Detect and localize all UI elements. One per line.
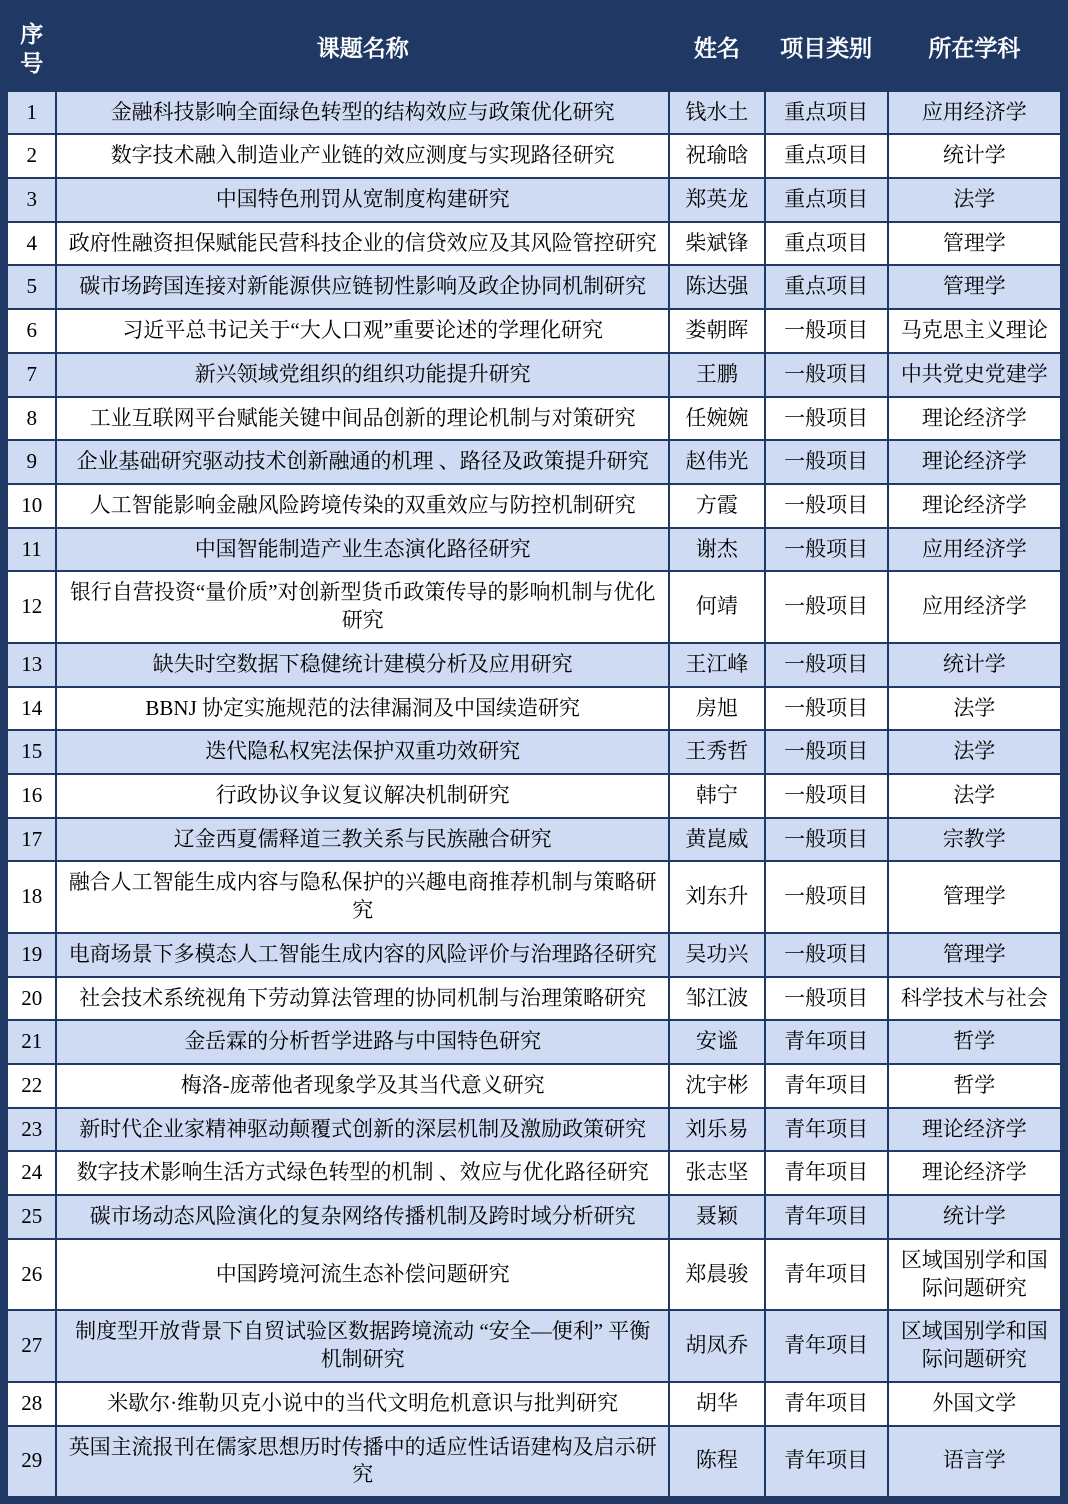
cell-discipline: 管理学 — [888, 861, 1064, 932]
cell-no: 19 — [4, 933, 56, 977]
cell-title: 新兴领域党组织的组织功能提升研究 — [56, 353, 669, 397]
cell-category: 一般项目 — [765, 571, 888, 642]
cell-discipline: 理论经济学 — [888, 397, 1064, 441]
cell-title: 辽金西夏儒释道三教关系与民族融合研究 — [56, 818, 669, 862]
cell-category: 青年项目 — [765, 1239, 888, 1310]
cell-discipline: 哲学 — [888, 1064, 1064, 1108]
cell-no: 15 — [4, 730, 56, 774]
cell-discipline: 应用经济学 — [888, 528, 1064, 572]
cell-name: 邹江波 — [669, 977, 765, 1021]
cell-category: 一般项目 — [765, 484, 888, 528]
cell-title: 数字技术融入制造业产业链的效应测度与实现路径研究 — [56, 134, 669, 178]
cell-name: 张志坚 — [669, 1151, 765, 1195]
cell-no: 1 — [4, 91, 56, 135]
table-row — [4, 1195, 1064, 1239]
table-row — [4, 1239, 1064, 1310]
table-row — [4, 353, 1064, 397]
cell-name: 王鹏 — [669, 353, 765, 397]
cell-title: 中国跨境河流生态补偿问题研究 — [56, 1239, 669, 1310]
cell-discipline: 区域国别学和国际问题研究 — [888, 1239, 1064, 1310]
cell-no: 23 — [4, 1108, 56, 1152]
cell-name: 聂颖 — [669, 1195, 765, 1239]
table-row — [4, 397, 1064, 441]
table-row — [4, 774, 1064, 818]
cell-name: 刘乐易 — [669, 1108, 765, 1152]
cell-category: 重点项目 — [765, 222, 888, 266]
cell-discipline: 理论经济学 — [888, 1151, 1064, 1195]
cell-name: 钱水土 — [669, 91, 765, 135]
cell-title: 中国特色刑罚从宽制度构建研究 — [56, 178, 669, 222]
cell-discipline: 中共党史党建学 — [888, 353, 1064, 397]
table-row — [4, 571, 1064, 642]
cell-no: 28 — [4, 1382, 56, 1426]
cell-no: 7 — [4, 353, 56, 397]
cell-discipline: 马克思主义理论 — [888, 309, 1064, 353]
table-row — [4, 730, 1064, 774]
cell-category: 一般项目 — [765, 730, 888, 774]
cell-title: BBNJ 协定实施规范的法律漏洞及中国续造研究 — [56, 687, 669, 731]
cell-no: 14 — [4, 687, 56, 731]
cell-name: 陈程 — [669, 1426, 765, 1500]
cell-discipline: 哲学 — [888, 1020, 1064, 1064]
cell-category: 重点项目 — [765, 178, 888, 222]
cell-name: 郑英龙 — [669, 178, 765, 222]
cell-title: 数字技术影响生活方式绿色转型的机制 、效应与优化路径研究 — [56, 1151, 669, 1195]
cell-title: 政府性融资担保赋能民营科技企业的信贷效应及其风险管控研究 — [56, 222, 669, 266]
cell-name: 何靖 — [669, 571, 765, 642]
cell-no: 18 — [4, 861, 56, 932]
cell-name: 胡凤乔 — [669, 1310, 765, 1381]
cell-title: 工业互联网平台赋能关键中间品创新的理论机制与对策研究 — [56, 397, 669, 441]
cell-title: 金岳霖的分析哲学进路与中国特色研究 — [56, 1020, 669, 1064]
cell-discipline: 宗教学 — [888, 818, 1064, 862]
cell-category: 一般项目 — [765, 861, 888, 932]
cell-no: 3 — [4, 178, 56, 222]
cell-discipline: 管理学 — [888, 222, 1064, 266]
cell-name: 柴斌锋 — [669, 222, 765, 266]
cell-discipline: 管理学 — [888, 933, 1064, 977]
cell-title: 中国智能制造产业生态演化路径研究 — [56, 528, 669, 572]
cell-category: 一般项目 — [765, 440, 888, 484]
cell-name: 赵伟光 — [669, 440, 765, 484]
cell-category: 青年项目 — [765, 1195, 888, 1239]
cell-no: 4 — [4, 222, 56, 266]
cell-name: 沈宇彬 — [669, 1064, 765, 1108]
cell-name: 王秀哲 — [669, 730, 765, 774]
cell-discipline: 区域国别学和国际问题研究 — [888, 1310, 1064, 1381]
header-cell-no: 序号 — [4, 4, 56, 91]
header-row — [4, 4, 1064, 91]
cell-name: 祝瑜晗 — [669, 134, 765, 178]
table-row — [4, 643, 1064, 687]
cell-discipline: 统计学 — [888, 643, 1064, 687]
cell-discipline: 理论经济学 — [888, 1108, 1064, 1152]
cell-no: 29 — [4, 1426, 56, 1500]
cell-category: 一般项目 — [765, 687, 888, 731]
cell-category: 一般项目 — [765, 818, 888, 862]
table-row — [4, 818, 1064, 862]
cell-category: 重点项目 — [765, 134, 888, 178]
cell-category: 青年项目 — [765, 1382, 888, 1426]
cell-discipline: 应用经济学 — [888, 91, 1064, 135]
cell-discipline: 统计学 — [888, 1195, 1064, 1239]
cell-name: 方霞 — [669, 484, 765, 528]
cell-name: 刘东升 — [669, 861, 765, 932]
cell-no: 25 — [4, 1195, 56, 1239]
table-row — [4, 1382, 1064, 1426]
cell-category: 重点项目 — [765, 91, 888, 135]
cell-no: 6 — [4, 309, 56, 353]
cell-title: 碳市场动态风险演化的复杂网络传播机制及跨时域分析研究 — [56, 1195, 669, 1239]
cell-category: 一般项目 — [765, 528, 888, 572]
cell-discipline: 科学技术与社会 — [888, 977, 1064, 1021]
cell-title: 梅洛-庞蒂他者现象学及其当代意义研究 — [56, 1064, 669, 1108]
cell-no: 17 — [4, 818, 56, 862]
cell-title: 社会技术系统视角下劳动算法管理的协同机制与治理策略研究 — [56, 977, 669, 1021]
cell-category: 重点项目 — [765, 265, 888, 309]
cell-name: 吴功兴 — [669, 933, 765, 977]
cell-category: 青年项目 — [765, 1426, 888, 1500]
cell-discipline: 理论经济学 — [888, 484, 1064, 528]
cell-no: 20 — [4, 977, 56, 1021]
table-row — [4, 222, 1064, 266]
cell-title: 制度型开放背景下自贸试验区数据跨境流动 “安全—便利” 平衡机制研究 — [56, 1310, 669, 1381]
cell-no: 9 — [4, 440, 56, 484]
table-row — [4, 309, 1064, 353]
cell-category: 一般项目 — [765, 397, 888, 441]
cell-no: 21 — [4, 1020, 56, 1064]
cell-no: 16 — [4, 774, 56, 818]
cell-no: 2 — [4, 134, 56, 178]
table-row — [4, 91, 1064, 135]
cell-name: 任婉婉 — [669, 397, 765, 441]
cell-discipline: 法学 — [888, 730, 1064, 774]
cell-discipline: 外国文学 — [888, 1382, 1064, 1426]
table-row — [4, 977, 1064, 1021]
table-row — [4, 484, 1064, 528]
table-body — [4, 91, 1064, 1500]
header-cell-discipline: 所在学科 — [888, 4, 1064, 91]
cell-title: 金融科技影响全面绿色转型的结构效应与政策优化研究 — [56, 91, 669, 135]
cell-discipline: 法学 — [888, 687, 1064, 731]
table-row — [4, 440, 1064, 484]
cell-discipline: 语言学 — [888, 1426, 1064, 1500]
cell-category: 一般项目 — [765, 774, 888, 818]
header-cell-name: 姓名 — [669, 4, 765, 91]
cell-discipline: 理论经济学 — [888, 440, 1064, 484]
cell-title: 银行自营投资“量价质”对创新型货币政策传导的影响机制与优化研究 — [56, 571, 669, 642]
cell-name: 韩宁 — [669, 774, 765, 818]
cell-category: 一般项目 — [765, 933, 888, 977]
cell-name: 谢杰 — [669, 528, 765, 572]
table-row — [4, 687, 1064, 731]
cell-title: 行政协议争议复议解决机制研究 — [56, 774, 669, 818]
table-row — [4, 1020, 1064, 1064]
header-cell-title: 课题名称 — [56, 4, 669, 91]
cell-name: 黄崑威 — [669, 818, 765, 862]
cell-title: 人工智能影响金融风险跨境传染的双重效应与防控机制研究 — [56, 484, 669, 528]
cell-no: 27 — [4, 1310, 56, 1381]
cell-category: 一般项目 — [765, 309, 888, 353]
cell-discipline: 管理学 — [888, 265, 1064, 309]
cell-no: 13 — [4, 643, 56, 687]
cell-name: 陈达强 — [669, 265, 765, 309]
cell-category: 青年项目 — [765, 1108, 888, 1152]
table-row — [4, 1426, 1064, 1500]
cell-discipline: 法学 — [888, 774, 1064, 818]
cell-no: 5 — [4, 265, 56, 309]
cell-name: 郑晨骏 — [669, 1239, 765, 1310]
cell-title: 融合人工智能生成内容与隐私保护的兴趣电商推荐机制与策略研究 — [56, 861, 669, 932]
cell-title: 碳市场跨国连接对新能源供应链韧性影响及政企协同机制研究 — [56, 265, 669, 309]
cell-no: 24 — [4, 1151, 56, 1195]
cell-title: 缺失时空数据下稳健统计建模分析及应用研究 — [56, 643, 669, 687]
cell-name: 胡华 — [669, 1382, 765, 1426]
cell-no: 8 — [4, 397, 56, 441]
cell-no: 12 — [4, 571, 56, 642]
cell-title: 电商场景下多模态人工智能生成内容的风险评价与治理路径研究 — [56, 933, 669, 977]
cell-discipline: 应用经济学 — [888, 571, 1064, 642]
cell-discipline: 法学 — [888, 178, 1064, 222]
table-row — [4, 528, 1064, 572]
table-row — [4, 1064, 1064, 1108]
table-row — [4, 265, 1064, 309]
cell-name: 安谧 — [669, 1020, 765, 1064]
cell-name: 王江峰 — [669, 643, 765, 687]
cell-category: 一般项目 — [765, 643, 888, 687]
table-row — [4, 178, 1064, 222]
cell-title: 米歇尔·维勒贝克小说中的当代文明危机意识与批判研究 — [56, 1382, 669, 1426]
cell-discipline: 统计学 — [888, 134, 1064, 178]
cell-name: 房旭 — [669, 687, 765, 731]
table-row — [4, 861, 1064, 932]
cell-title: 企业基础研究驱动技术创新融通的机理 、路径及政策提升研究 — [56, 440, 669, 484]
cell-category: 一般项目 — [765, 353, 888, 397]
cell-category: 青年项目 — [765, 1151, 888, 1195]
table-row — [4, 933, 1064, 977]
cell-category: 青年项目 — [765, 1310, 888, 1381]
cell-category: 一般项目 — [765, 977, 888, 1021]
table-row — [4, 134, 1064, 178]
cell-category: 青年项目 — [765, 1064, 888, 1108]
header-cell-category: 项目类别 — [765, 4, 888, 91]
cell-no: 10 — [4, 484, 56, 528]
table-header — [4, 4, 1064, 91]
cell-name: 娄朝晖 — [669, 309, 765, 353]
cell-no: 26 — [4, 1239, 56, 1310]
table-row — [4, 1151, 1064, 1195]
cell-title: 英国主流报刊在儒家思想历时传播中的适应性话语建构及启示研究 — [56, 1426, 669, 1500]
cell-title: 习近平总书记关于“大人口观”重要论述的学理化研究 — [56, 309, 669, 353]
table-row — [4, 1310, 1064, 1381]
cell-no: 22 — [4, 1064, 56, 1108]
cell-category: 青年项目 — [765, 1020, 888, 1064]
cell-title: 新时代企业家精神驱动颠覆式创新的深层机制及激励政策研究 — [56, 1108, 669, 1152]
table-row — [4, 1108, 1064, 1152]
cell-title: 迭代隐私权宪法保护双重功效研究 — [56, 730, 669, 774]
cell-no: 11 — [4, 528, 56, 572]
